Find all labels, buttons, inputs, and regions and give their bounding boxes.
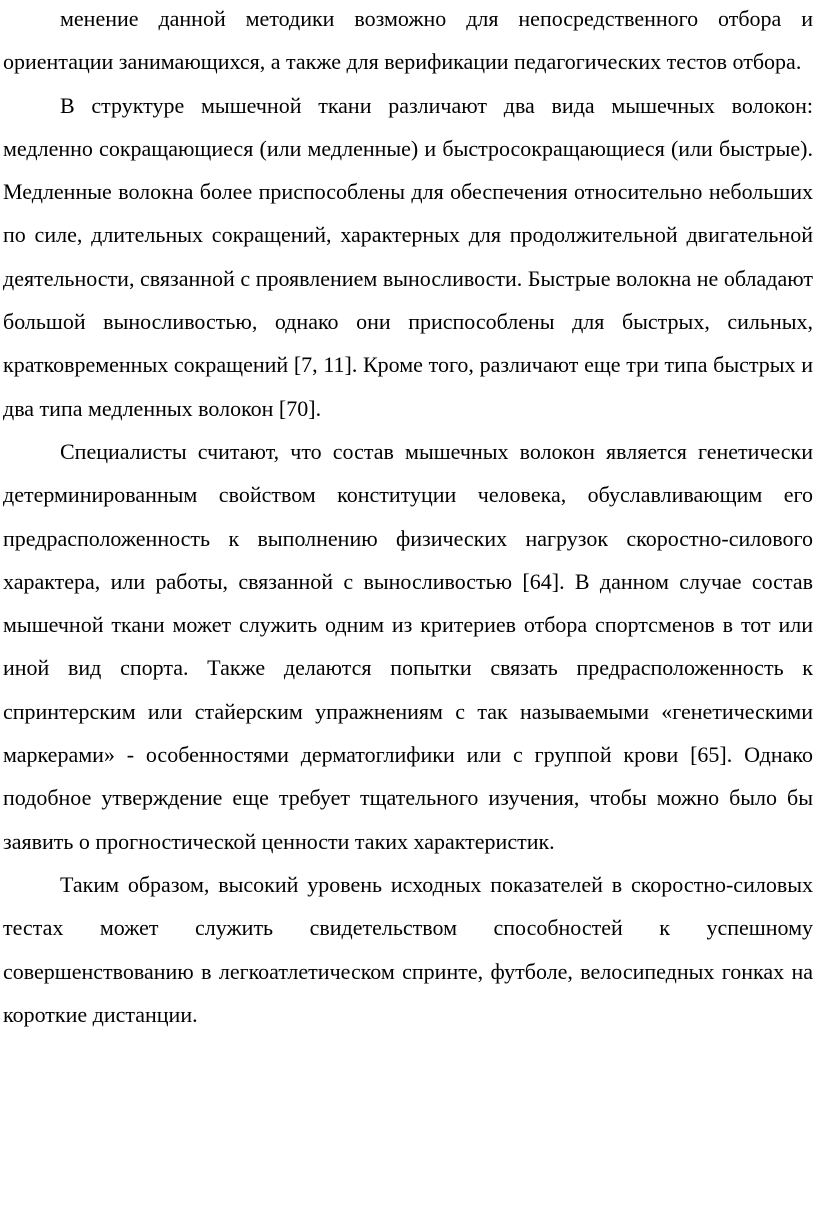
body-text [3,0,813,1036]
paragraph-genetics: Специалисты считают, что состав мышечных волокон является генетически детерминированным свойством конституции человека, обуславливающим его предрасположенность к выполнению физических нагрузок скоростно-силового характера, или работы, связанной с выносливостью [64]. В данном случае состав мышечной ткани может служить одним из критериев отбора спортсменов в тот или иной вид спорта. Также делаются попытки связать предрасположенность к спринтерским или стайерским упражнениям с так называемыми «генетическими маркерами» - особенностями дерматоглифики или с группой крови [65]. Однако подобное утверждение еще требует тщательного изучения, чтобы можно было бы заявить о прогностической ценности таких характеристик. [3,438,813,854]
paragraph-continuation: менение данной методики возможно для непосредственного отбора и ориентации занимающихся, а также для верификации педагогических тестов отбора. [3,6,813,75]
paragraph-conclusion: Таким образом, высокий уровень исходных показателей в скоростно-силовых тестах может служить свидетельством способностей к успешному совершенствованию в легкоатлетическом спринте, футболе, велосипедных гонках на короткие дистанции. [3,871,813,1027]
paragraph-muscle-fibers: В структуре мышечной ткани различают два вида мышечных волокон: медленно сокращающиеся (или медленные) и быстросокращающиеся (или быстрые). Медленные волокна более приспособлены для обеспечения относительно небольших по силе, длительных сокращений, характерных для продолжительной двигательной деятельности, связанной с проявлением выносливости. Быстрые волокна не обладают большой выносливостью, однако они приспособлены для быстрых, сильных, кратковременных сокращений [7, 11]. Кроме того, различают еще три типа быстрых и два типа медленных волокон [70]. [3,92,813,421]
